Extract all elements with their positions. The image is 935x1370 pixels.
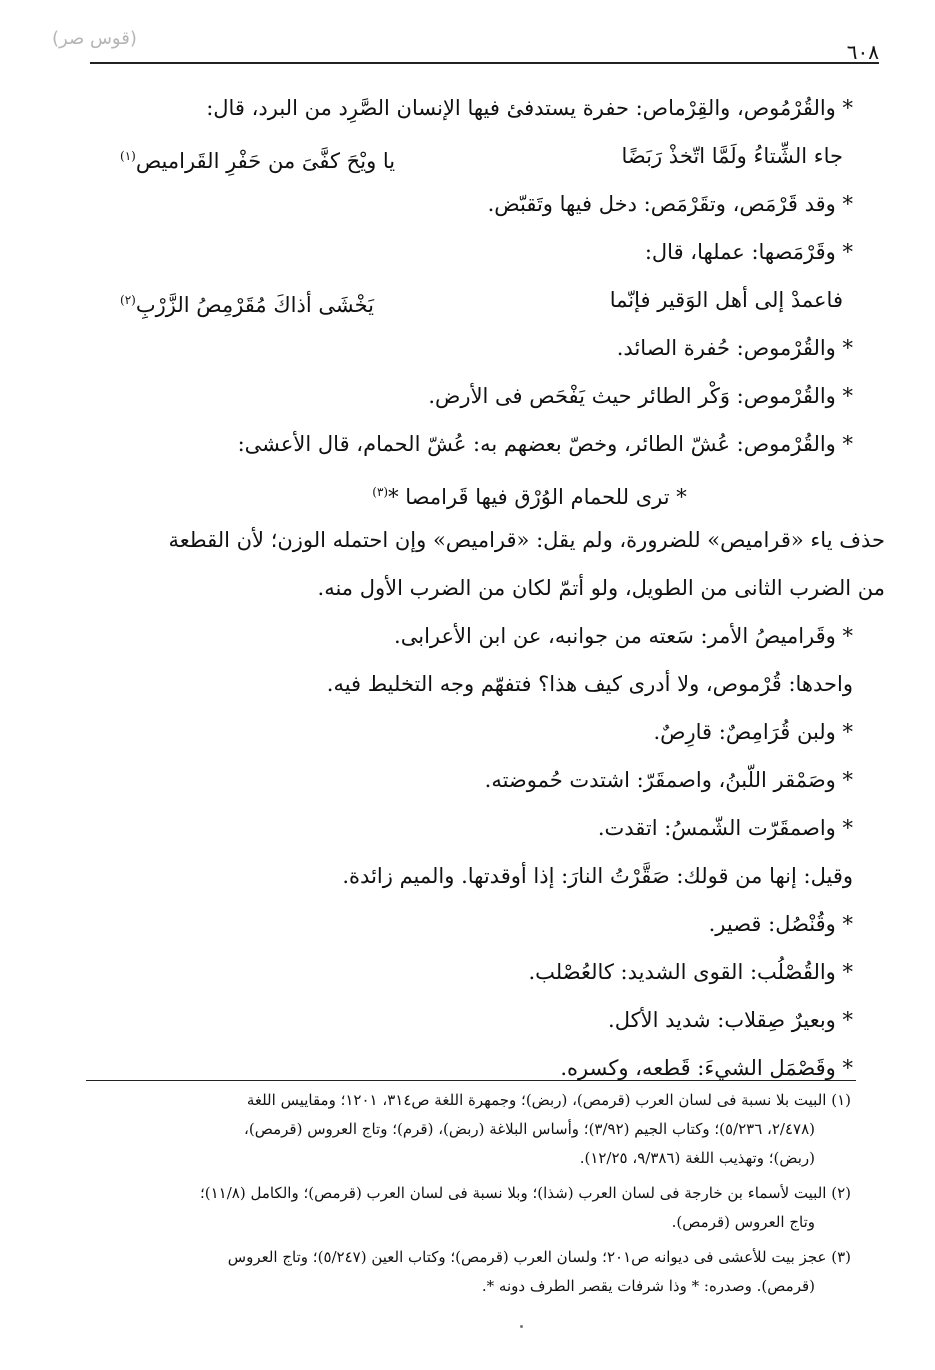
text-line: * وقد قَرْمَص، وتقَرْمَص: دخل فيها وتَقبّض. xyxy=(487,192,853,216)
footnote-line: (٢) البيت لأسماء بن خارجة فى لسان العرب (شذا)؛ وبلا نسبة فى لسان العرب (قرمص)؛ والكامل (١١/٨)؛ xyxy=(199,1184,851,1202)
text-line: * والقُصْلُب: القوى الشديد: كالعُصْلب. xyxy=(528,960,853,984)
text-line: من الضرب الثانى من الطويل، ولو أتمّ لكان من الضرب الأول منه. xyxy=(317,576,885,600)
verse-line xyxy=(86,276,853,324)
footnote-rule xyxy=(86,1080,856,1081)
verse-hemistich-right: فاعمدْ إلى أهل الوَقير فإنّما xyxy=(609,288,843,312)
text-line: * وقُنْصُل: قصير. xyxy=(708,912,853,936)
text-line: * والقُرْموص: عُشّ الطائر، وخصّ بعضهم به: عُشّ الحمام، قال الأعشى: xyxy=(237,432,853,456)
verse-hemistich-right: جاء الشِّتاءُ ولَمَّا اتّخذْ رَبَضًا xyxy=(621,144,843,168)
footnote-line: (١) البيت بلا نسبة فى لسان العرب (قرمص)، (ربض)؛ وجمهرة اللغة ص٣١٤، ١٢٠١؛ ومقاييس اللغة xyxy=(246,1091,851,1109)
text-line: * والقُرْموص: وَكْر الطائر حيث يَفْحَص فى الأرض. xyxy=(428,384,853,408)
text-line: * والقُرْمُوص، والقِرْماص: حفرة يستدفئ فيها الإنسان الصَّرِد من البرد، قال: xyxy=(206,96,853,120)
text-line: * وبعيرٌ صِقلاب: شديد الأكل. xyxy=(608,1008,853,1032)
text-line: وقيل: إنها من قولك: صَقَّرْتُ النارَ: إذا أوقدتها. والميم زائدة. xyxy=(342,864,853,888)
text-line: * والقُرْموص: حُفرة الصائد. xyxy=(616,336,853,360)
footnote-ref: (٣) xyxy=(372,485,389,499)
verse-line xyxy=(86,132,853,180)
footnote-line: (٣) عجز بيت للأعشى فى ديوانه ص٢٠١؛ ولسان العرب (قرمص)؛ وكتاب العين (٥/٢٤٧)؛ وتاج العروس xyxy=(227,1248,851,1266)
text-line: * وقَراميصُ الأمر: سَعته من جوانبه، عن ابن الأعرابى. xyxy=(394,624,853,648)
verse-text: يا ويْحَ كفَّىَ من حَفْرِ القَراميص xyxy=(135,149,396,173)
text-line: * وصَمْقر اللّبنُ، واصمقَرّ: اشتدت حُموضته. xyxy=(484,768,853,792)
page-number: ٦٠٨ xyxy=(846,40,879,64)
text-line: * واصمقَرّت الشّمسُ: اتقدت. xyxy=(597,816,853,840)
footnote-line: (ربض)؛ وتهذيب اللغة (٩/٣٨٦، ١٢/٢٥). xyxy=(579,1149,815,1167)
verse-half-line xyxy=(86,468,853,516)
page-speck xyxy=(520,1325,523,1328)
footnote-line: (٢/٤٧٨، ٥/٢٣٦)؛ وكتاب الجيم (٣/٩٢)؛ وأساس البلاغة (ربض)، (قرم)؛ وتاج العروس (قرمص)، xyxy=(244,1120,815,1138)
text-line: * وقَصْمَل الشيءَ: قَطعه، وكسره. xyxy=(560,1056,853,1080)
text-line: حذف ياء «قراميص» للضرورة، ولم يقل: «قراميص» وإن احتمله الوزن؛ لأن القطعة xyxy=(168,528,885,552)
main-text xyxy=(86,84,885,1092)
verse-hemistich-left xyxy=(120,276,374,324)
footnote-line: وتاج العروس (قرمص). xyxy=(671,1213,815,1231)
text-line: واحدها: قُرْموص، ولا أدرى كيف هذا؟ فتفهّم وجه التخليط فيه. xyxy=(326,672,853,696)
top-rule xyxy=(90,62,879,64)
verse-text: يَخْشَى أذاكَ مُقَرْمِصُ الزَّرْبِ xyxy=(135,293,374,317)
text-line: * وقَرْمَصها: عملها، قال: xyxy=(644,240,853,264)
text-line: * ولبن قُرَامِصٌ: قارِصٌ. xyxy=(653,720,853,744)
footnote-line: (قرمص). وصدره: * وذا شرفات يقصر الطرف دونه *. xyxy=(481,1277,815,1295)
footnote-ref: (١) xyxy=(120,149,136,163)
header-mark: (قوس صر) xyxy=(52,28,137,49)
footnote-ref: (٢) xyxy=(120,293,136,307)
footnotes xyxy=(80,1086,851,1301)
verse-hemistich-left xyxy=(120,132,395,180)
verse-text: * ترى للحمام الوُرْق فيها قَرامصا * xyxy=(388,485,687,509)
